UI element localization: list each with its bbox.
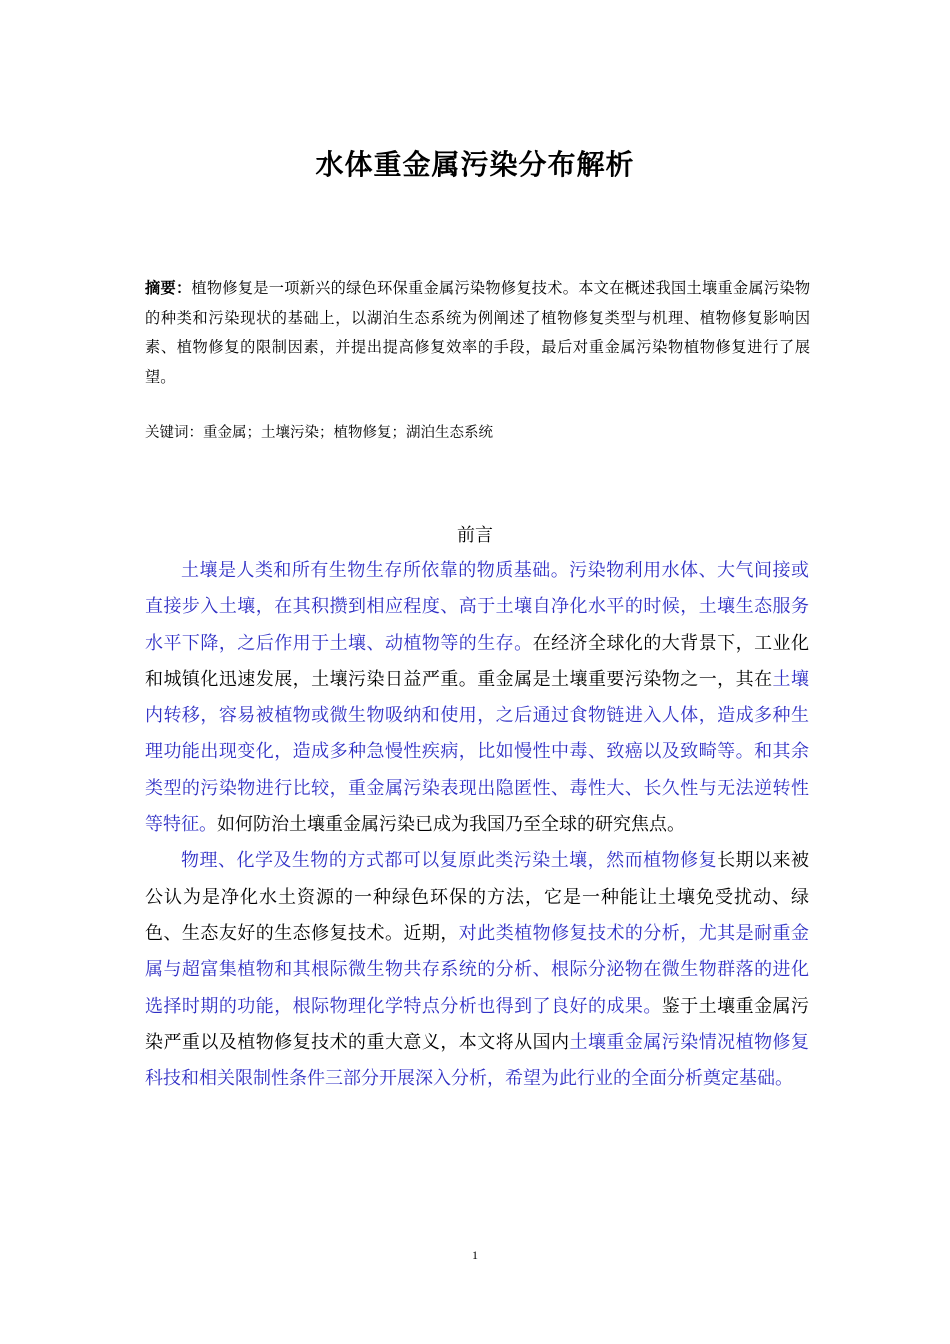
paragraph-2-sentence-1: 物理、化学及生物的方式都可以复原此类污染土壤，然而植物修复 xyxy=(181,850,718,872)
paragraph-1-sentence-1: 土壤是人类和所有生物生存所依靠的物质基础。污染物利用水体、大气间接或直接步入土壤，在其积攒到相应程度、高于土壤自净化水平的时候，土壤生态服务水平下降，之后作用于土壤、动植物等的生存。 xyxy=(145,560,809,654)
paragraph-2-sentence-5: 土壤重金属污染情况植物修复科技和相关限制性条件三部分开展深入分析，希望为此行业的全面分析奠定基础。 xyxy=(145,1031,810,1090)
document-title: 水体重金属污染分布解析 xyxy=(315,148,635,181)
paragraph-1 xyxy=(145,553,809,843)
body-text xyxy=(145,553,809,1097)
section-heading-preface: 前言 xyxy=(457,525,493,546)
paragraph-2-sentence-3: 对此类植物修复技术的分析，尤其是耐重金属与超富集植物和其根际微生物共存系统的分析、根际分泌物在微生物群落的进化选择时期的功能，根际物理化学特点分析也得到了良好的成果。 xyxy=(145,922,810,1017)
paragraph-1-sentence-4: 如何防治土壤重金属污染已成为我国乃至全球的研究焦点。 xyxy=(217,814,685,836)
paragraph-2-sentence-2: 长期以来被公认为是净化水土资源的一种绿色环保的方法，它是一种能让土壤免受扰动、绿色、生态友好的生态修复技术。近期， xyxy=(145,850,810,944)
paragraph-2 xyxy=(145,843,809,1097)
abstract-text: 植物修复是一项新兴的绿色环保重金属污染物修复技术。本文在概述我国土壤重金属污染物的种类和污染现状的基础上，以湖泊生态系统为例阐述了植物修复类型与机理、植物修复影响因素、植物修复的限制因素，并提出提高修复效率的手段，最后对重金属污染物植物修复进行了展望。 xyxy=(145,279,811,386)
abstract xyxy=(145,274,810,392)
abstract-label: 摘要： xyxy=(145,279,192,297)
paragraph-1-sentence-3: 土壤内转移，容易被植物或微生物吸纳和使用，之后通过食物链进入人体，造成多种生理功能出现变化，造成多种急慢性疾病，比如慢性中毒、致癌以及致畸等。和其余类型的污染物进行比较，重金属污染表现出隐匿性、毒性大、长久性与无法逆转性等特征。 xyxy=(145,668,810,836)
paragraph-1-sentence-2: 在经济全球化的大背景下，工业化和城镇化迅速发展，土壤污染日益严重。重金属是土壤重要污染物之一，其在 xyxy=(145,632,810,690)
paragraph-2-sentence-4: 鉴于土壤重金属污染严重以及植物修复技术的重大意义，本文将从国内 xyxy=(145,995,809,1053)
keywords: 关键词：重金属；土壤污染；植物修复；湖泊生态系统 xyxy=(145,425,493,441)
page-number: 1 xyxy=(472,1248,478,1262)
